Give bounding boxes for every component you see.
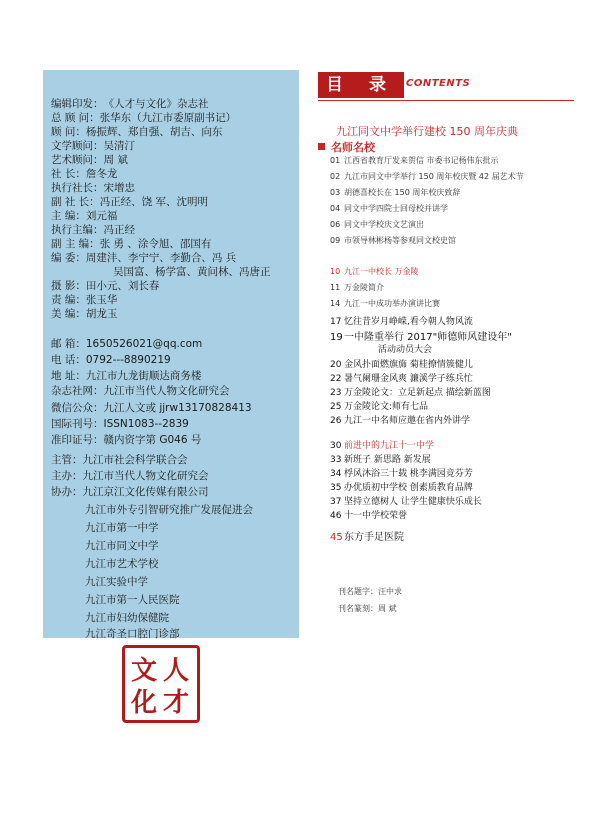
toc-entry[interactable]: 09 市领导林彬杨等参观同文校史馆 (330, 236, 456, 245)
toc-title: 目 录 (318, 72, 404, 98)
colophon-line: 协办：九江京江文化传媒有限公司 (51, 486, 209, 498)
colophon-line: 九江实验中学 (85, 576, 148, 588)
colophon-line: 九江奇圣口腔门诊部 (85, 628, 180, 640)
toc-divider (318, 100, 574, 101)
toc-entry[interactable]: 26 九江一中名师应邀在省内外讲学 (330, 416, 471, 426)
colophon-line: 执行社长：宋增忠 (51, 182, 135, 194)
colophon-line: 执行主编：冯正经 (51, 224, 135, 236)
toc-entry[interactable]: 活动动员大会 (378, 345, 433, 355)
toc-entry[interactable]: 03 胡德喜校长在 150 周年校庆致辞 (330, 188, 461, 197)
colophon-line: 九江市妇幼保健院 (85, 612, 169, 624)
colophon-line: 副 主 编：张 勇 、涂令旭、邵国有 (51, 238, 212, 250)
colophon-line: 九江市第一中学 (85, 522, 159, 534)
colophon-line: 主管：九江市社会科学联合会 (51, 454, 188, 466)
toc-entry[interactable]: 04 同文中学四院士回母校并讲学 (330, 204, 448, 213)
colophon-line: 微信公众：九江人文或 jjrw13170828413 (51, 402, 252, 414)
feature-title: 九江同文中学举行建校 150 周年庆典 (336, 125, 518, 138)
section-heading: 名师名校 (318, 139, 375, 155)
square-bullet-icon (318, 143, 325, 150)
credit-line: 刊名题字：汪中求 (338, 587, 402, 596)
toc-entry[interactable]: 01 江西省教育厅发来贺信 市委书记杨伟东批示 (330, 156, 499, 165)
colophon-line: 艺术顾问：周 斌 (51, 154, 128, 166)
colophon-line: 责 编：张玉华 (51, 294, 118, 306)
colophon-line: 国际刊号：ISSN1083--2839 (51, 418, 189, 430)
colophon-line: 文学顾问：吴清汀 (51, 140, 135, 152)
toc-entry[interactable]: 46 十一中学校荣誉 (330, 511, 408, 521)
colophon-line: 九江市艺术学校 (85, 558, 159, 570)
colophon-line: 顾 问：杨振辉、郑自强、胡吉、向东 (51, 126, 223, 138)
colophon-line: 电 话：0792---8890219 (51, 354, 171, 366)
seal-stamp (122, 645, 200, 723)
colophon-line: 杂志社网：九江市当代人物文化研究会 (51, 385, 230, 397)
toc-entry[interactable]: 45东方手足医院 (330, 532, 404, 543)
toc-entry[interactable]: 02 九江市同文中学举行 150 周年校庆暨 42 届艺术节 (330, 172, 524, 181)
toc-entry[interactable]: 34 桴风沐浴三十载 桃李满园竞芬芳 (330, 469, 473, 479)
colophon-line: 九江市第一人民医院 (85, 594, 180, 606)
toc-entry[interactable]: 25 万金陵论文:师有七品 (330, 402, 429, 412)
colophon-line: 社 长：詹冬龙 (51, 168, 118, 180)
toc-entry[interactable]: 06 同文中学校庆文艺演出 (330, 220, 424, 229)
colophon-line: 邮 箱：1650526021@qq.com (51, 338, 203, 350)
toc-entry[interactable]: 37 坚持立德树人 让学生健康快乐成长 (330, 497, 482, 507)
toc-entry[interactable]: 35 办优质初中学校 创素质教育品牌 (330, 483, 473, 493)
toc-entry[interactable]: 10 九江一中校长 万金陵 (330, 267, 419, 276)
toc-entry[interactable]: 11 万金陵简介 (330, 283, 384, 292)
colophon-line: 编 委：周建沣、李宁宁、李勤合、冯 兵 (51, 252, 237, 264)
colophon-line: 准印证号：赣内资字第 G046 号 (51, 434, 202, 446)
seal-char: 人 (163, 656, 190, 686)
colophon-line: 美 编：胡龙玉 (51, 308, 118, 320)
colophon-panel (43, 70, 299, 638)
toc-entry[interactable]: 30 前进中的九江十一中学 (330, 441, 435, 451)
colophon-line: 九江市外专引智研究推广发展促进会 (85, 504, 253, 516)
toc-entry[interactable]: 20 金风扑面燃旗旆 菊桂撩情簇健儿 (330, 360, 473, 370)
colophon-line: 地 址：九江市九龙街顺达商务楼 (51, 370, 202, 382)
seal-char: 文 (131, 656, 158, 686)
toc-entry[interactable]: 23 万金陵论文：立足新起点 描绘新蓝图 (330, 388, 491, 398)
credit-line: 刊名篆刻：周 斌 (338, 604, 397, 613)
toc-entry[interactable]: 19一中隆重举行 2017"师德师风建设年" (330, 332, 512, 343)
colophon-line: 九江市同文中学 (85, 540, 159, 552)
toc-contents-word: CONTENTS (406, 78, 471, 89)
colophon-line: 总 顾 问：张华东（九江市委原副书记） (51, 112, 237, 124)
toc-entry[interactable]: 17 忆往昔岁月峥嵘,看今朝人物风流 (330, 317, 473, 327)
toc-entry[interactable]: 22 暑气阑珊金风爽 濂溪学子练兵忙 (330, 374, 473, 384)
colophon-line: 副 社 长：冯正经、饶 军、沈明明 (51, 196, 209, 208)
seal-char: 才 (163, 688, 190, 718)
colophon-line: 摄 影：田小元、刘长春 (51, 280, 160, 292)
colophon-line: 吴国富、杨学富、黄问林、冯唐正 (113, 266, 271, 278)
toc-entry[interactable]: 14 九江一中成功举办演讲比赛 (330, 299, 440, 308)
colophon-line: 主 编：刘元福 (51, 210, 118, 222)
toc-entry[interactable]: 33 新班子 新思路 新发展 (330, 455, 431, 465)
colophon-line: 编辑印发：《人才与文化》杂志社 (51, 98, 209, 110)
colophon-line: 主办：九江市当代人物文化研究会 (51, 470, 209, 482)
toc-header (318, 72, 478, 98)
seal-char: 化 (131, 688, 158, 718)
